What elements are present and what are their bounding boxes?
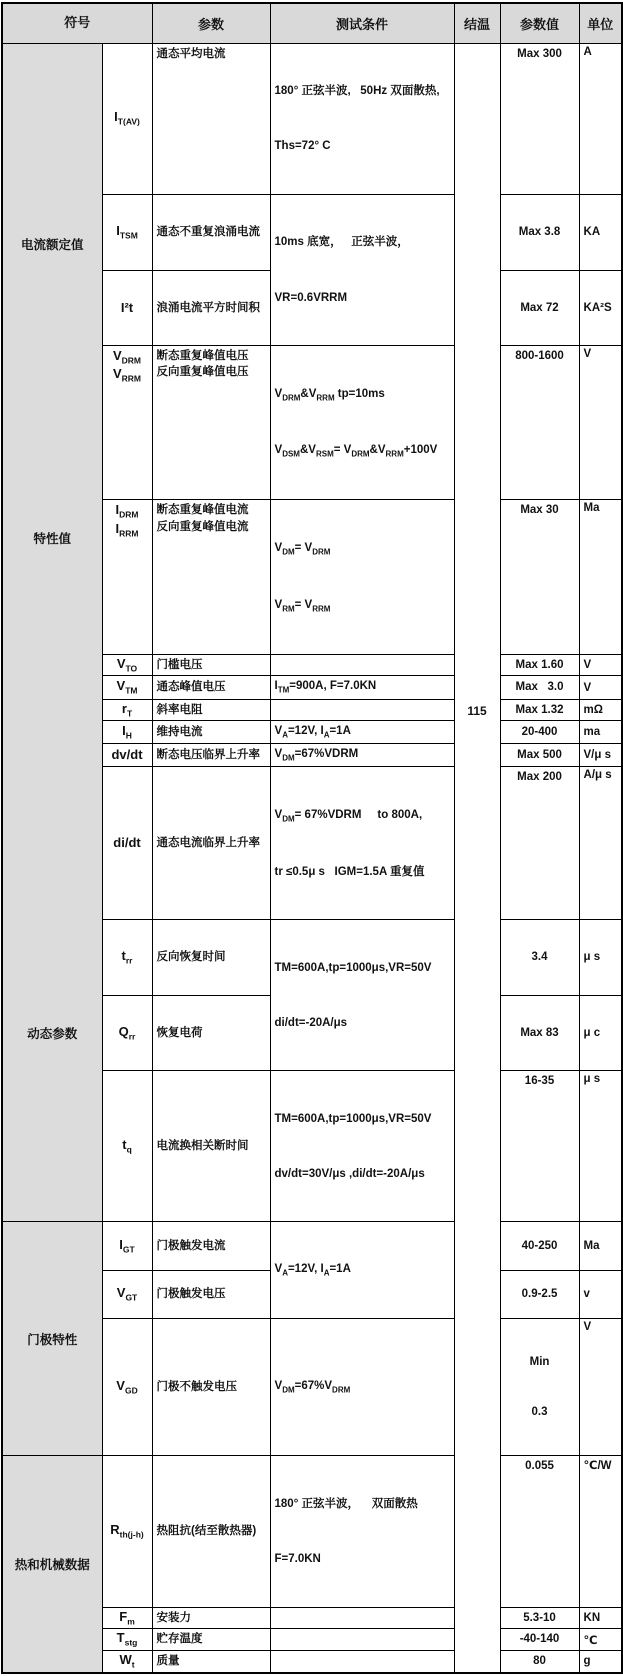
symbol-cell xyxy=(102,1456,152,1607)
unit-text: μ c xyxy=(583,1027,601,1040)
unit-cell xyxy=(579,1222,622,1270)
unit-text: μ s xyxy=(583,1073,601,1086)
value-text: Max 1.60 xyxy=(515,658,564,671)
category-label-current-ratings: 电流额定值 xyxy=(20,237,84,252)
symbol-text: $I_{GT}$ xyxy=(119,1236,135,1255)
param-cell xyxy=(152,744,270,767)
symbol-cell xyxy=(102,345,152,500)
symbol-text: $V_{GT}$ xyxy=(116,1285,138,1303)
param-text: 断态电压临界上升率 xyxy=(156,748,261,761)
symbol-cell xyxy=(102,1319,152,1456)
symbol-text: $I_{T(AV)}$ xyxy=(114,109,140,127)
unit-text: V xyxy=(583,347,592,360)
param-text: 电流换相关断时间 xyxy=(156,1140,249,1153)
condition-cell xyxy=(270,654,454,676)
value-cell xyxy=(500,920,579,996)
unit-cell xyxy=(579,1650,622,1672)
value-cell xyxy=(500,1270,579,1318)
unit-cell xyxy=(579,920,622,996)
symbol-cell xyxy=(102,1270,152,1318)
unit-text: A xyxy=(583,45,592,58)
param-cell xyxy=(152,194,270,271)
symbol-text: I²t xyxy=(120,299,134,315)
value-text: Min xyxy=(529,1356,550,1369)
symbol-text: $W_t$ xyxy=(119,1651,135,1670)
junction-temp-cell xyxy=(454,43,500,1673)
header-symbol: 符号 xyxy=(2,3,152,43)
condition-line: TM=600A,tp=1000μs,VR=50V xyxy=(274,1113,432,1126)
condition-cell xyxy=(270,1456,454,1607)
unit-cell xyxy=(579,345,622,500)
value-text: 3.4 xyxy=(531,951,548,964)
condition-cell xyxy=(270,1607,454,1629)
condition-line: $V_{DM}= V_{DRM}$ xyxy=(274,542,331,557)
param-text: 斜率电阻 xyxy=(156,703,203,716)
symbol-cell xyxy=(102,767,152,920)
condition-cell xyxy=(270,1071,454,1222)
condition-line: $V_{DRM}\&V_{RRM}$ tp=10ms xyxy=(274,387,385,402)
unit-text: KN xyxy=(583,1611,601,1624)
param-text: 门极触发电流 xyxy=(156,1239,226,1252)
symbol-text: $V_{TO}$ xyxy=(116,655,138,674)
header-unit: 单位 xyxy=(579,3,622,43)
condition-line: di/dt=-20A/μs xyxy=(274,1017,348,1030)
unit-text: ℃/W xyxy=(583,1460,612,1473)
param-cell xyxy=(152,1319,270,1456)
param-cell xyxy=(152,1456,270,1607)
symbol-cell xyxy=(102,721,152,744)
table-row xyxy=(2,43,622,194)
condition-cell xyxy=(270,345,454,500)
value-text: Max 200 xyxy=(517,771,562,784)
unit-cell xyxy=(579,1071,622,1222)
unit-text: v xyxy=(583,1288,590,1301)
unit-cell xyxy=(579,1270,622,1318)
unit-cell xyxy=(579,1607,622,1629)
symbol-text: $t_q$ xyxy=(122,1137,132,1155)
category-label-thermal-mechanical: 热和机械数据 xyxy=(14,1558,90,1572)
value-cell xyxy=(500,271,579,345)
param-text: 反向重复峰值电压 xyxy=(156,366,249,379)
condition-cell xyxy=(270,744,454,767)
symbol-cell xyxy=(102,43,152,194)
value-text: 40-250 xyxy=(521,1239,558,1252)
condition-line: $V_{DM}=67\%VDRM$ xyxy=(274,748,359,763)
symbol-cell xyxy=(102,699,152,721)
category-cell-gate xyxy=(2,1222,102,1456)
symbol-cell xyxy=(102,1222,152,1270)
param-cell xyxy=(152,1629,270,1651)
category-label-dynamic-params: 动态参数 xyxy=(27,1026,78,1041)
unit-text: V xyxy=(583,1321,592,1334)
param-text: 恢复电荷 xyxy=(156,1026,203,1039)
symbol-cell xyxy=(102,271,152,345)
condition-line: 180° 正弦半波， 双面散热 xyxy=(274,1498,418,1511)
condition-line: Ths=72° C xyxy=(274,140,331,153)
param-text: 反向重复峰值电流 xyxy=(156,520,249,533)
value-text: 0.3 xyxy=(531,1406,548,1419)
condition-line: $V_A=12V$, $I_A=1A$ xyxy=(274,725,351,740)
value-text: Max 300 xyxy=(517,47,562,60)
condition-cell xyxy=(270,1222,454,1319)
param-cell xyxy=(152,1071,270,1222)
symbol-cell xyxy=(102,920,152,996)
condition-cell xyxy=(270,676,454,699)
symbol-text: di/dt xyxy=(113,834,141,850)
spec-table xyxy=(1,2,623,1674)
table-row xyxy=(2,1456,622,1607)
condition-line: $V_{DM}=$ 67%VDRM to 800A, xyxy=(274,809,423,824)
value-cell xyxy=(500,43,579,194)
unit-text: Ma xyxy=(583,502,600,515)
symbol-text: $V_{RRM}$ xyxy=(112,366,142,384)
header-condition: 测试条件 xyxy=(270,3,454,43)
condition-line: 180° 正弦半波, 50Hz 双面散热, xyxy=(274,85,440,98)
value-text: Max 83 xyxy=(520,1026,559,1039)
unit-cell xyxy=(579,699,622,721)
unit-text: V/μ s xyxy=(583,749,612,762)
param-cell xyxy=(152,995,270,1071)
condition-cell xyxy=(270,767,454,920)
param-text: 质量 xyxy=(156,1654,180,1667)
header-junction-temp: 结温 xyxy=(454,3,500,43)
value-cell xyxy=(500,995,579,1071)
value-cell xyxy=(500,721,579,744)
unit-cell xyxy=(579,194,622,271)
param-text: 通态不重复浪涌电流 xyxy=(156,226,261,239)
value-text: 0.9-2.5 xyxy=(521,1288,558,1301)
param-cell xyxy=(152,1650,270,1672)
value-text: Max 3.8 xyxy=(518,226,561,239)
value-cell xyxy=(500,1607,579,1629)
category-cell-thermal xyxy=(2,1456,102,1673)
condition-line: VR=0.6VRRM xyxy=(274,291,348,304)
param-text: 门极不触发电压 xyxy=(156,1380,238,1393)
condition-line: $V_A=12V$, $I_A=1A$ xyxy=(274,1263,351,1278)
value-text: 0.055 xyxy=(525,1460,554,1473)
unit-cell xyxy=(579,1629,622,1651)
unit-cell xyxy=(579,271,622,345)
symbol-text: $Q_{rr}$ xyxy=(118,1023,136,1042)
symbol-text: $t_{rr}$ xyxy=(121,948,133,966)
condition-line: $I_{TM}=900A$, F=7.0KN xyxy=(274,680,377,695)
unit-cell xyxy=(579,721,622,744)
value-cell xyxy=(500,1222,579,1270)
value-cell xyxy=(500,744,579,767)
category-label-gate: 门极特性 xyxy=(27,1332,78,1347)
param-text: 通态峰值电压 xyxy=(156,681,226,694)
symbol-text: $T_{stg}$ xyxy=(116,1630,138,1648)
unit-text: mΩ xyxy=(583,703,603,716)
condition-cell xyxy=(270,1650,454,1672)
param-cell xyxy=(152,43,270,194)
param-cell xyxy=(152,721,270,744)
param-text: 安装力 xyxy=(156,1611,192,1624)
param-text: 门极触发电压 xyxy=(156,1288,226,1301)
symbol-text: $V_{DRM}$ xyxy=(112,347,142,366)
category-cell-main xyxy=(2,43,102,1222)
param-text: 门槛电压 xyxy=(156,658,203,671)
condition-line: dv/dt=30V/μs ,di/dt=-20A/μs xyxy=(274,1168,425,1181)
param-text: 断态重复峰值电流 xyxy=(156,504,249,517)
condition-line: 10ms 底宽， 正弦半波， xyxy=(274,236,409,249)
value-cell xyxy=(500,1629,579,1651)
value-cell xyxy=(500,1456,579,1607)
unit-text: Ma xyxy=(583,1240,600,1253)
value-text: 80 xyxy=(533,1654,546,1667)
value-cell xyxy=(500,654,579,676)
param-text: 维持电流 xyxy=(156,725,203,738)
unit-text: μ s xyxy=(583,951,601,964)
symbol-text: $R_{th(j-h)}$ xyxy=(110,1522,144,1540)
value-text: Max 30 xyxy=(520,504,559,517)
value-cell xyxy=(500,699,579,721)
unit-text: V xyxy=(583,659,592,672)
symbol-cell xyxy=(102,194,152,271)
param-cell xyxy=(152,654,270,676)
value-cell xyxy=(500,767,579,920)
unit-text: V xyxy=(583,681,592,694)
param-text: 断态重复峰值电压 xyxy=(156,349,249,362)
condition-cell xyxy=(270,43,454,194)
value-text: Max 1.32 xyxy=(515,703,564,716)
condition-line: $V_{DSM}\&V_{RSM}=$ $V_{DRM}\&V_{RRM}+100V$ xyxy=(274,444,438,459)
condition-cell xyxy=(270,699,454,721)
param-cell xyxy=(152,1222,270,1270)
value-text: 5.3-10 xyxy=(523,1611,556,1624)
param-text: 通态平均电流 xyxy=(156,47,226,60)
unit-text: ma xyxy=(583,726,601,739)
symbol-cell xyxy=(102,744,152,767)
param-cell xyxy=(152,1607,270,1629)
value-cell xyxy=(500,345,579,500)
param-cell xyxy=(152,920,270,996)
param-text: 贮存温度 xyxy=(156,1633,203,1646)
condition-cell xyxy=(270,721,454,744)
condition-cell xyxy=(270,194,454,345)
symbol-cell xyxy=(102,654,152,676)
param-text: 反向恢复时间 xyxy=(156,951,226,964)
param-cell xyxy=(152,271,270,345)
symbol-text: $F_m$ xyxy=(119,1608,135,1627)
symbol-cell xyxy=(102,995,152,1071)
unit-cell xyxy=(579,500,622,655)
value-cell xyxy=(500,500,579,655)
unit-text: A/μ s xyxy=(583,769,612,782)
unit-cell xyxy=(579,767,622,920)
param-cell xyxy=(152,345,270,500)
header-row xyxy=(2,3,622,43)
symbol-cell xyxy=(102,500,152,655)
symbol-text: $I_{RRM}$ xyxy=(115,520,139,539)
param-cell xyxy=(152,699,270,721)
symbol-text: $V_{TM}$ xyxy=(116,678,138,696)
condition-cell xyxy=(270,1319,454,1456)
condition-line: tr ≤0.5μ s IGM=1.5A 重复值 xyxy=(274,866,425,879)
symbol-text: dv/dt xyxy=(111,746,143,762)
unit-text: KA²S xyxy=(583,302,612,315)
symbol-text: $V_{GD}$ xyxy=(116,1377,138,1396)
condition-line: TM=600A,tp=1000μs,VR=50V xyxy=(274,961,432,974)
param-cell xyxy=(152,676,270,699)
junction-temp-value: 115 xyxy=(467,703,487,718)
value-text: Max 72 xyxy=(520,301,559,314)
unit-cell xyxy=(579,676,622,699)
param-cell xyxy=(152,767,270,920)
unit-cell xyxy=(579,43,622,194)
value-text: 20-400 xyxy=(521,725,558,738)
symbol-text: $I_H$ xyxy=(122,722,132,741)
value-cell xyxy=(500,194,579,271)
category-label-characteristics: 特性值 xyxy=(33,532,71,547)
condition-line: $V_{RM}= V_{RRM}$ xyxy=(274,598,331,614)
param-text: 通态电流临界上升率 xyxy=(156,836,261,849)
value-text: -40-140 xyxy=(519,1633,560,1646)
symbol-text: $r_T$ xyxy=(121,700,133,719)
value-text: Max 500 xyxy=(517,748,562,761)
condition-cell xyxy=(270,920,454,1071)
symbol-text: $I_{TSM}$ xyxy=(116,223,138,241)
unit-text: g xyxy=(583,1655,591,1668)
value-cell xyxy=(500,1319,579,1456)
symbol-cell xyxy=(102,1607,152,1629)
unit-cell xyxy=(579,654,622,676)
condition-line: F=7.0KN xyxy=(274,1553,321,1566)
symbol-cell xyxy=(102,1650,152,1672)
header-param: 参数 xyxy=(152,3,270,43)
condition-line: $V_{DM}=67\%V_{DRM}$ xyxy=(274,1380,351,1395)
unit-cell xyxy=(579,744,622,767)
symbol-cell xyxy=(102,676,152,699)
value-text: 16-35 xyxy=(524,1075,555,1088)
table-row xyxy=(2,1222,622,1270)
condition-cell xyxy=(270,500,454,655)
condition-cell xyxy=(270,1629,454,1651)
symbol-cell xyxy=(102,1071,152,1222)
value-text: 800-1600 xyxy=(515,349,564,362)
unit-cell xyxy=(579,1456,622,1607)
unit-text: KA xyxy=(583,226,601,239)
header-value: 参数值 xyxy=(500,3,579,43)
unit-text: ℃ xyxy=(583,1634,598,1647)
value-cell xyxy=(500,1071,579,1222)
unit-cell xyxy=(579,995,622,1071)
param-text: 热阻抗(结至散热器) xyxy=(156,1525,257,1538)
symbol-cell xyxy=(102,1629,152,1651)
symbol-text: $I_{DRM}$ xyxy=(115,502,139,520)
value-cell xyxy=(500,1650,579,1672)
value-cell xyxy=(500,676,579,699)
unit-cell xyxy=(579,1319,622,1456)
param-text: 浪涌电流平方时间积 xyxy=(156,301,261,314)
param-cell xyxy=(152,1270,270,1318)
value-text: Max 3.0 xyxy=(515,681,564,694)
param-cell xyxy=(152,500,270,655)
